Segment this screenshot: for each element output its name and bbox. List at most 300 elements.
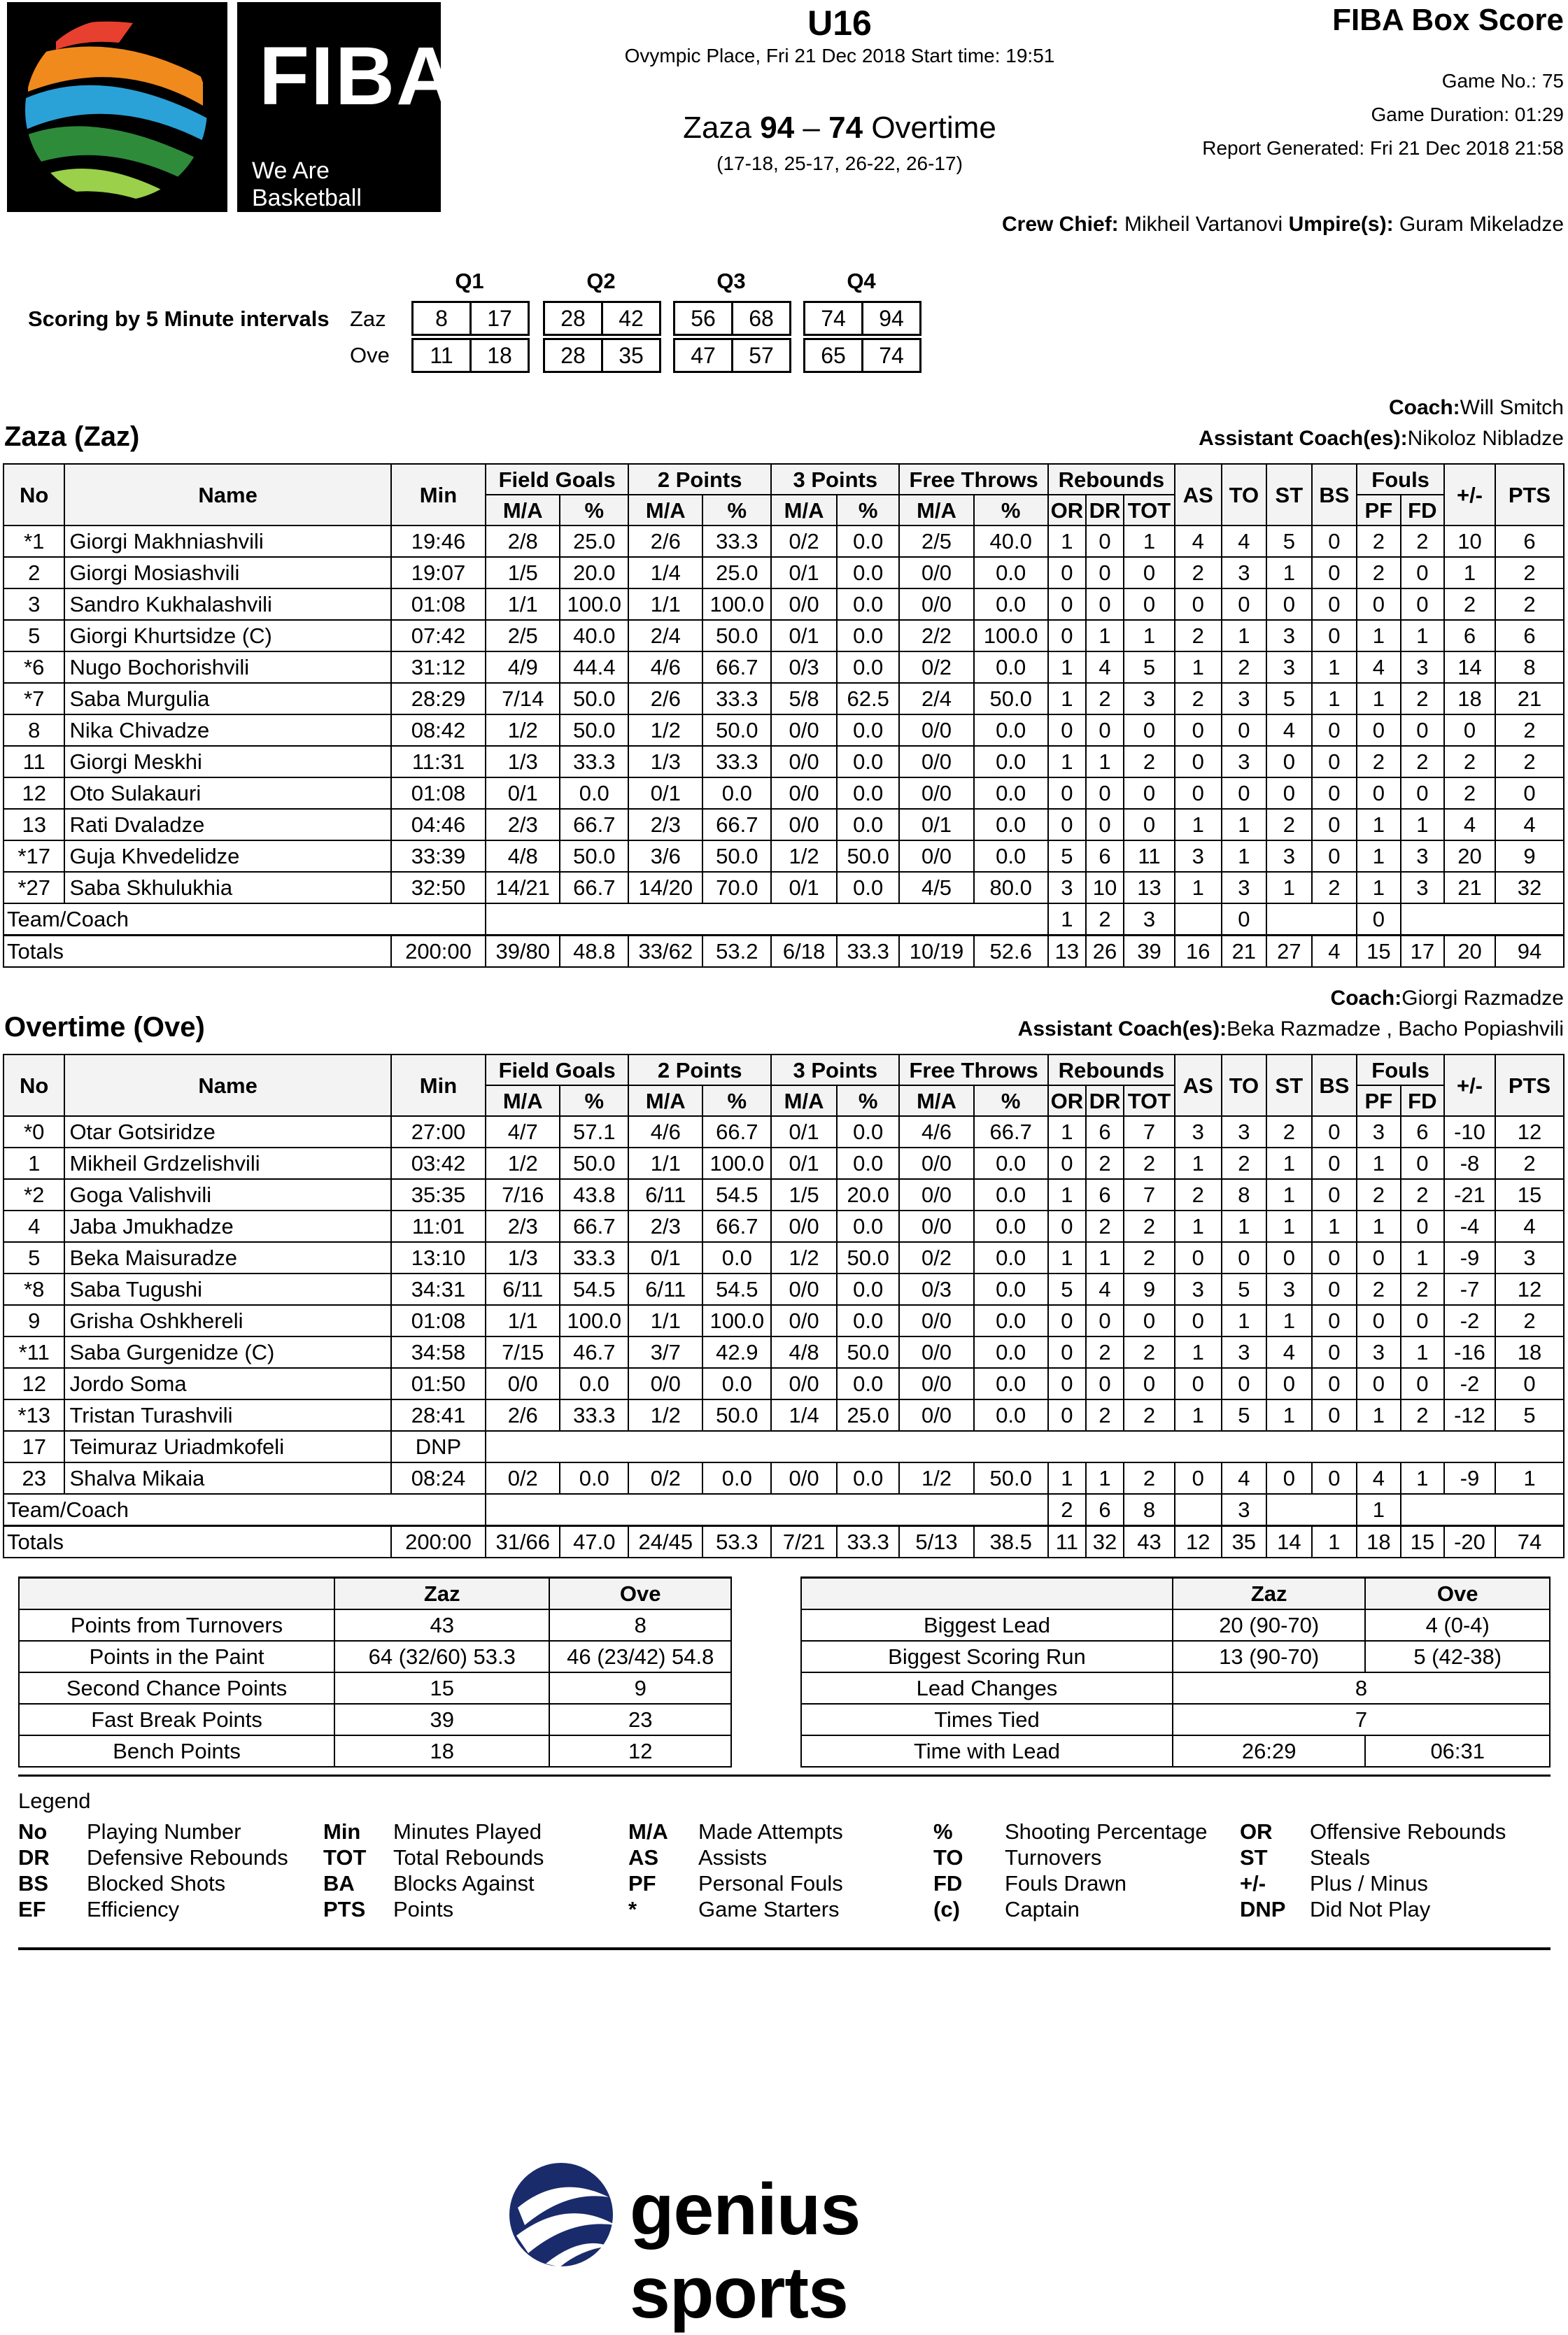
player-number: 5: [3, 620, 64, 651]
stat-cell: 0: [1048, 1399, 1086, 1431]
stat-cell: 2: [1401, 1179, 1444, 1211]
summary-col-away: Ove: [1365, 1578, 1550, 1610]
stat-cell: 4: [1495, 1211, 1564, 1242]
column-header-pm: +/-: [1444, 1054, 1495, 1116]
stat-cell: 0: [1086, 809, 1124, 840]
stat-cell: 2: [1086, 1211, 1124, 1242]
stat-cell: 0: [1312, 777, 1357, 809]
stat-cell: 11: [1124, 840, 1175, 872]
player-name: Saba Tugushi: [64, 1274, 390, 1305]
stat-cell: 0/2: [771, 525, 837, 557]
stat-cell: 1/1: [628, 588, 702, 620]
stat-cell: 13:10: [391, 1242, 486, 1274]
player-name: Shalva Mikaia: [64, 1462, 390, 1494]
interval-label-q4: Q4: [847, 269, 876, 293]
away-score: 74: [828, 111, 863, 145]
stat-cell: 32:50: [391, 872, 486, 903]
stat-cell: 0.0: [702, 1462, 771, 1494]
stat-cell: 1: [1266, 1305, 1312, 1336]
coach-label: Coach:: [1388, 396, 1460, 419]
stat-cell: 3: [1048, 872, 1086, 903]
stat-cell: 1/2: [771, 840, 837, 872]
stat-cell: 0: [1175, 777, 1222, 809]
player-name: Nika Chivadze: [64, 714, 390, 746]
total-cell: 17: [1401, 936, 1444, 968]
stat-cell: 54.5: [702, 1274, 771, 1305]
stat-cell: 0: [1495, 777, 1564, 809]
stat-cell: 4: [1086, 651, 1124, 683]
legend-title: Legend: [18, 1789, 91, 1813]
player-row: [3, 525, 1564, 557]
stat-cell: -12: [1444, 1399, 1495, 1431]
stat-cell: 0: [1312, 714, 1357, 746]
stat-cell: 3: [1124, 683, 1175, 714]
stat-cell: 6: [1495, 620, 1564, 651]
score-dash: –: [803, 111, 820, 145]
stat-cell: 0: [1312, 1368, 1357, 1399]
stat-cell: 0: [1048, 1336, 1086, 1368]
legend-desc: Points: [393, 1897, 454, 1921]
home-score: 94: [760, 111, 795, 145]
summary-label: Fast Break Points: [19, 1704, 334, 1735]
team-pf: 1: [1357, 1494, 1400, 1526]
stat-cell: 33.3: [702, 525, 771, 557]
stat-cell: 34:58: [391, 1336, 486, 1368]
total-cell: 12: [1175, 1526, 1222, 1558]
column-header-p2: 2 Points: [628, 1054, 771, 1085]
stat-cell: 0: [1124, 777, 1175, 809]
player-name: Teimuraz Uriadmkofeli: [64, 1431, 390, 1462]
stat-cell: 2: [1312, 872, 1357, 903]
player-name: Goga Valishvili: [64, 1179, 390, 1211]
stat-cell: 2/2: [899, 620, 973, 651]
summary-label: Points in the Paint: [19, 1641, 334, 1672]
stat-cell: 3: [1175, 1116, 1222, 1148]
summary-col-away: Ove: [549, 1578, 731, 1610]
stat-cell: 1/3: [486, 1242, 560, 1274]
fiba-tagline: We Are Basketball: [252, 157, 362, 211]
stat-cell: 2: [1086, 1399, 1124, 1431]
stat-cell: 50.0: [974, 1462, 1048, 1494]
intervals-away-label: Ove: [350, 343, 390, 367]
stat-cell: -2: [1444, 1305, 1495, 1336]
stat-cell: 1: [1048, 1462, 1086, 1494]
empty-cell: [19, 1578, 334, 1610]
stat-cell: 4/5: [899, 872, 973, 903]
stat-cell: 0.0: [837, 1368, 900, 1399]
stat-cell: 20.0: [837, 1179, 900, 1211]
stat-cell: 0/0: [899, 588, 973, 620]
stat-cell: 1/2: [486, 1148, 560, 1179]
legend-abbr: Min: [323, 1819, 361, 1844]
stat-cell: 2: [1401, 683, 1444, 714]
stat-cell: 0.0: [702, 777, 771, 809]
legend-desc: Personal Fouls: [698, 1871, 843, 1896]
stat-cell: 0/0: [771, 1368, 837, 1399]
player-row: [3, 840, 1564, 872]
column-header-ma: M/A: [486, 495, 560, 525]
stat-cell: 2: [1175, 683, 1222, 714]
stat-cell: 0/0: [486, 1368, 560, 1399]
logo-divider: [227, 2, 237, 212]
stat-cell: 7: [1124, 1116, 1175, 1148]
summary-value-home: 43: [334, 1609, 549, 1641]
stat-cell: 0.0: [560, 1462, 628, 1494]
interval-box-away-q1: [411, 338, 530, 373]
column-header-fg: Field Goals: [486, 1054, 628, 1085]
column-header-min: Min: [391, 1054, 486, 1116]
stat-cell: 54.5: [702, 1179, 771, 1211]
stat-cell: 66.7: [702, 1211, 771, 1242]
stat-cell: 50.0: [702, 620, 771, 651]
stat-cell: 2/6: [628, 525, 702, 557]
stat-cell: 3/6: [628, 840, 702, 872]
stat-cell: 2: [1444, 777, 1495, 809]
stat-cell: 0: [1175, 1462, 1222, 1494]
game-duration: Game Duration: 01:29: [1371, 104, 1564, 125]
stat-cell: 0: [1401, 1211, 1444, 1242]
stat-cell: 6/11: [628, 1274, 702, 1305]
stat-cell: 2: [1175, 620, 1222, 651]
stat-cell: 5: [1124, 651, 1175, 683]
summary-row: [801, 1704, 1550, 1735]
stat-cell: 0: [1086, 525, 1124, 557]
stat-cell: 57.1: [560, 1116, 628, 1148]
total-cell: 35: [1222, 1526, 1267, 1558]
stat-cell: 40.0: [560, 620, 628, 651]
player-name: Sandro Kukhalashvili: [64, 588, 390, 620]
interval-score: 68: [731, 303, 789, 334]
stat-cell: 0/0: [771, 777, 837, 809]
interval-score: 74: [821, 306, 846, 331]
legend-abbr: %: [933, 1819, 953, 1844]
summary-label: Times Tied: [801, 1704, 1173, 1735]
player-row: [3, 746, 1564, 777]
column-header-ft: Free Throws: [899, 1054, 1047, 1085]
legend-desc: Assists: [698, 1845, 768, 1870]
total-cell: 53.3: [702, 1526, 771, 1558]
player-number: *27: [3, 872, 64, 903]
summary-row: [801, 1609, 1550, 1641]
report-generated: Report Generated: Fri 21 Dec 2018 21:58: [1202, 137, 1564, 159]
stat-cell: 1: [1175, 1148, 1222, 1179]
stat-cell: 3: [1401, 840, 1444, 872]
stat-cell: 1: [1357, 809, 1400, 840]
stat-cell: 1/4: [628, 557, 702, 588]
interval-score: 94: [861, 303, 919, 334]
stat-cell: 6: [1086, 1116, 1124, 1148]
team-to: 0: [1222, 903, 1267, 936]
summary-value-away: 5 (42-38): [1365, 1641, 1550, 1672]
stat-cell: 1: [1266, 872, 1312, 903]
stat-cell: 0.0: [560, 777, 628, 809]
legend-desc: Did Not Play: [1310, 1897, 1431, 1921]
stat-cell: 0.0: [837, 1148, 900, 1179]
player-row: [3, 1242, 1564, 1274]
stat-cell: 0/2: [486, 1462, 560, 1494]
stat-cell: 50.0: [702, 714, 771, 746]
home-team-short: Zaza: [683, 111, 751, 145]
summary-table-right: [800, 1576, 1551, 1768]
stat-cell: -10: [1444, 1116, 1495, 1148]
stat-cell: 0: [1222, 714, 1267, 746]
total-cell: 48.8: [560, 936, 628, 968]
stat-cell: -9: [1444, 1462, 1495, 1494]
total-cell: 47.0: [560, 1526, 628, 1558]
stat-cell: 50.0: [560, 840, 628, 872]
stat-cell: 100.0: [974, 620, 1048, 651]
stat-cell: 0.0: [837, 777, 900, 809]
stat-cell: 50.0: [560, 1148, 628, 1179]
stat-cell: 2: [1495, 714, 1564, 746]
stat-cell: 0/0: [899, 1399, 973, 1431]
interval-score: 47: [691, 343, 716, 368]
stat-cell: 100.0: [560, 1305, 628, 1336]
stat-cell: 0/0: [771, 1274, 837, 1305]
player-number: 8: [3, 714, 64, 746]
team-coach-row: [3, 903, 1564, 936]
stat-cell: 66.7: [560, 1211, 628, 1242]
coach-name: Giorgi Razmadze: [1401, 987, 1564, 1010]
player-row: [3, 683, 1564, 714]
stat-cell: 01:08: [391, 777, 486, 809]
column-header-p3: 3 Points: [771, 464, 899, 495]
player-name: Otar Gotsiridze: [64, 1116, 390, 1148]
stat-cell: 11:01: [391, 1211, 486, 1242]
stat-cell: 1: [1048, 1116, 1086, 1148]
stat-cell: 0: [1401, 1368, 1444, 1399]
column-header-fg: Field Goals: [486, 464, 628, 495]
stat-cell: 2: [1401, 1399, 1444, 1431]
legend-abbr: TOT: [323, 1845, 367, 1870]
player-name: Saba Gurgenidze (C): [64, 1336, 390, 1368]
assistant-coach-line: [1018, 1017, 1564, 1041]
column-header-p3: 3 Points: [771, 1054, 899, 1085]
stat-cell: 35:35: [391, 1179, 486, 1211]
stat-cell: 27:00: [391, 1116, 486, 1148]
stat-cell: 1/5: [486, 557, 560, 588]
interval-score: 74: [861, 340, 919, 371]
stat-cell: 2/3: [628, 1211, 702, 1242]
player-row: [3, 1211, 1564, 1242]
total-cell: 53.2: [702, 936, 771, 968]
stat-cell: 33.3: [560, 746, 628, 777]
stat-cell: 1: [1048, 746, 1086, 777]
stat-cell: 0: [1312, 809, 1357, 840]
genius-sports-icon: [504, 2159, 623, 2271]
stat-cell: 3: [1357, 1116, 1400, 1148]
stat-cell: 54.5: [560, 1274, 628, 1305]
stat-cell: 66.7: [702, 651, 771, 683]
stat-cell: 1: [1357, 840, 1400, 872]
stat-cell: 21: [1444, 872, 1495, 903]
stat-cell: 2: [1357, 557, 1400, 588]
column-header-no: No: [3, 464, 64, 525]
summary-value: 8: [1173, 1672, 1550, 1704]
stat-cell: 4: [1357, 1462, 1400, 1494]
stat-cell: 0: [1175, 1242, 1222, 1274]
stat-cell: 40.0: [974, 525, 1048, 557]
stat-cell: 1/2: [486, 714, 560, 746]
interval-score: 28: [560, 306, 586, 331]
player-number: 4: [3, 1211, 64, 1242]
interval-label-q3: Q3: [716, 269, 746, 293]
stat-cell: 5: [1222, 1274, 1267, 1305]
player-stats-table: [3, 463, 1565, 968]
stat-cell: 0/0: [899, 557, 973, 588]
stat-cell: 0: [1401, 588, 1444, 620]
stat-cell: 2: [1357, 746, 1400, 777]
stat-cell: 07:42: [391, 620, 486, 651]
stat-cell: 2/3: [486, 809, 560, 840]
interval-score: 35: [601, 340, 659, 371]
stat-cell: 9: [1495, 840, 1564, 872]
stat-cell: 1: [1401, 1462, 1444, 1494]
stat-cell: 0: [1312, 746, 1357, 777]
legend-desc: Playing Number: [87, 1819, 241, 1844]
assistant-coach-label: Assistant Coach(es):: [1199, 427, 1408, 450]
stat-cell: 0.0: [837, 620, 900, 651]
stat-cell: 1: [1357, 683, 1400, 714]
stat-cell: 0: [1266, 1368, 1312, 1399]
summary-row: [19, 1735, 731, 1767]
player-number: *1: [3, 525, 64, 557]
stat-cell: 5: [1266, 683, 1312, 714]
stat-cell: 0/0: [899, 1368, 973, 1399]
summary-label: Points from Turnovers: [19, 1609, 334, 1641]
stat-cell: 3: [1222, 557, 1267, 588]
summary-value-home: 39: [334, 1704, 549, 1735]
legend-abbr: AS: [628, 1845, 659, 1870]
stat-cell: 5: [1266, 525, 1312, 557]
stat-cell: 14/21: [486, 872, 560, 903]
legend-desc: Blocks Against: [393, 1871, 535, 1896]
total-cell: 33.3: [837, 936, 900, 968]
stat-cell: 0: [1048, 777, 1086, 809]
player-number: 23: [3, 1462, 64, 1494]
stat-cell: 2: [1175, 1179, 1222, 1211]
column-header-min: Min: [391, 464, 486, 525]
stat-cell: 1: [1175, 651, 1222, 683]
stat-cell: 0.0: [560, 1368, 628, 1399]
stat-cell: 0.0: [837, 872, 900, 903]
interval-box-away-q3: [673, 338, 791, 373]
stat-cell: 4: [1175, 525, 1222, 557]
interval-label-q2: Q2: [586, 269, 616, 293]
stat-cell: 4: [1266, 1336, 1312, 1368]
total-cell: 20: [1444, 936, 1495, 968]
stat-cell: 2: [1495, 1305, 1564, 1336]
legend-desc: Efficiency: [87, 1897, 180, 1921]
stat-cell: 08:42: [391, 714, 486, 746]
stat-cell: 34:31: [391, 1274, 486, 1305]
competition-name: U16: [807, 3, 872, 43]
summary-value-home: 18: [334, 1735, 549, 1767]
stat-cell: 0/1: [628, 777, 702, 809]
umpires-label: Umpire(s):: [1288, 213, 1394, 236]
legend-desc: Total Rebounds: [393, 1845, 544, 1870]
stat-cell: 100.0: [702, 1148, 771, 1179]
summary-col-home: Zaz: [334, 1578, 549, 1610]
total-cell: 200:00: [391, 936, 486, 968]
stat-cell: 0.0: [974, 1242, 1048, 1274]
legend-abbr: +/-: [1240, 1871, 1266, 1896]
summary-col-home: Zaz: [1173, 1578, 1366, 1610]
total-cell: 5/13: [899, 1526, 973, 1558]
stat-cell: 1: [1222, 809, 1267, 840]
stat-cell: 46.7: [560, 1336, 628, 1368]
summary-label: Lead Changes: [801, 1672, 1173, 1704]
stat-cell: 0: [1312, 620, 1357, 651]
player-name: Giorgi Makhniashvili: [64, 525, 390, 557]
column-header-pct: %: [837, 1085, 900, 1116]
stat-cell: 4: [1357, 651, 1400, 683]
column-header-st: ST: [1266, 1054, 1312, 1116]
stat-cell: 0.0: [974, 714, 1048, 746]
interval-score: 11: [430, 343, 453, 368]
stat-cell: 0/0: [899, 1305, 973, 1336]
stat-cell: 25.0: [702, 557, 771, 588]
column-header-fouls: Fouls: [1357, 1054, 1444, 1085]
stat-cell: 1: [1086, 1242, 1124, 1274]
interval-box-home-q1: [411, 301, 530, 336]
total-cell: 15: [1401, 1526, 1444, 1558]
score-line: [560, 111, 1120, 146]
column-header-ma: M/A: [628, 495, 702, 525]
player-number: 12: [3, 1368, 64, 1399]
summary-row: [801, 1735, 1550, 1767]
legend-abbr: M/A: [628, 1819, 668, 1844]
player-row: [3, 588, 1564, 620]
stat-cell: 0/1: [771, 872, 837, 903]
legend-abbr: BA: [323, 1871, 355, 1896]
total-cell: 1: [1312, 1526, 1357, 1558]
stat-cell: 0.0: [837, 1211, 900, 1242]
player-number: *7: [3, 683, 64, 714]
legend-desc: Made Attempts: [698, 1819, 843, 1844]
stat-cell: 0: [1048, 1305, 1086, 1336]
stat-cell: -8: [1444, 1148, 1495, 1179]
stat-cell: 1: [1222, 840, 1267, 872]
total-cell: 52.6: [974, 936, 1048, 968]
legend-abbr: DR: [18, 1845, 50, 1870]
genius-sports-wordmark: genius sports: [630, 2169, 861, 2334]
stat-cell: 1/3: [486, 746, 560, 777]
stat-cell: 80.0: [974, 872, 1048, 903]
stat-cell: 0/1: [899, 809, 973, 840]
stat-cell: 0: [1222, 1242, 1267, 1274]
total-cell: 15: [1357, 936, 1400, 968]
stat-cell: 1: [1124, 525, 1175, 557]
interval-box-away-q4: [803, 338, 921, 373]
game-number: Game No.: 75: [1441, 70, 1564, 92]
stat-cell: 0: [1124, 1305, 1175, 1336]
stat-cell: 2: [1495, 746, 1564, 777]
stat-cell: 2: [1124, 1148, 1175, 1179]
player-number: *13: [3, 1399, 64, 1431]
stat-cell: 50.0: [560, 714, 628, 746]
summary-header-row: [801, 1578, 1550, 1610]
stat-cell: 0: [1312, 1274, 1357, 1305]
stat-cell: 4: [1222, 525, 1267, 557]
stat-cell: 0.0: [974, 1368, 1048, 1399]
stat-cell: 1: [1401, 620, 1444, 651]
column-header-to: TO: [1222, 1054, 1267, 1116]
column-header-fd: FD: [1401, 495, 1444, 525]
stat-cell: 2: [1495, 588, 1564, 620]
header-row: [3, 464, 1564, 495]
stat-cell: 0.0: [974, 557, 1048, 588]
